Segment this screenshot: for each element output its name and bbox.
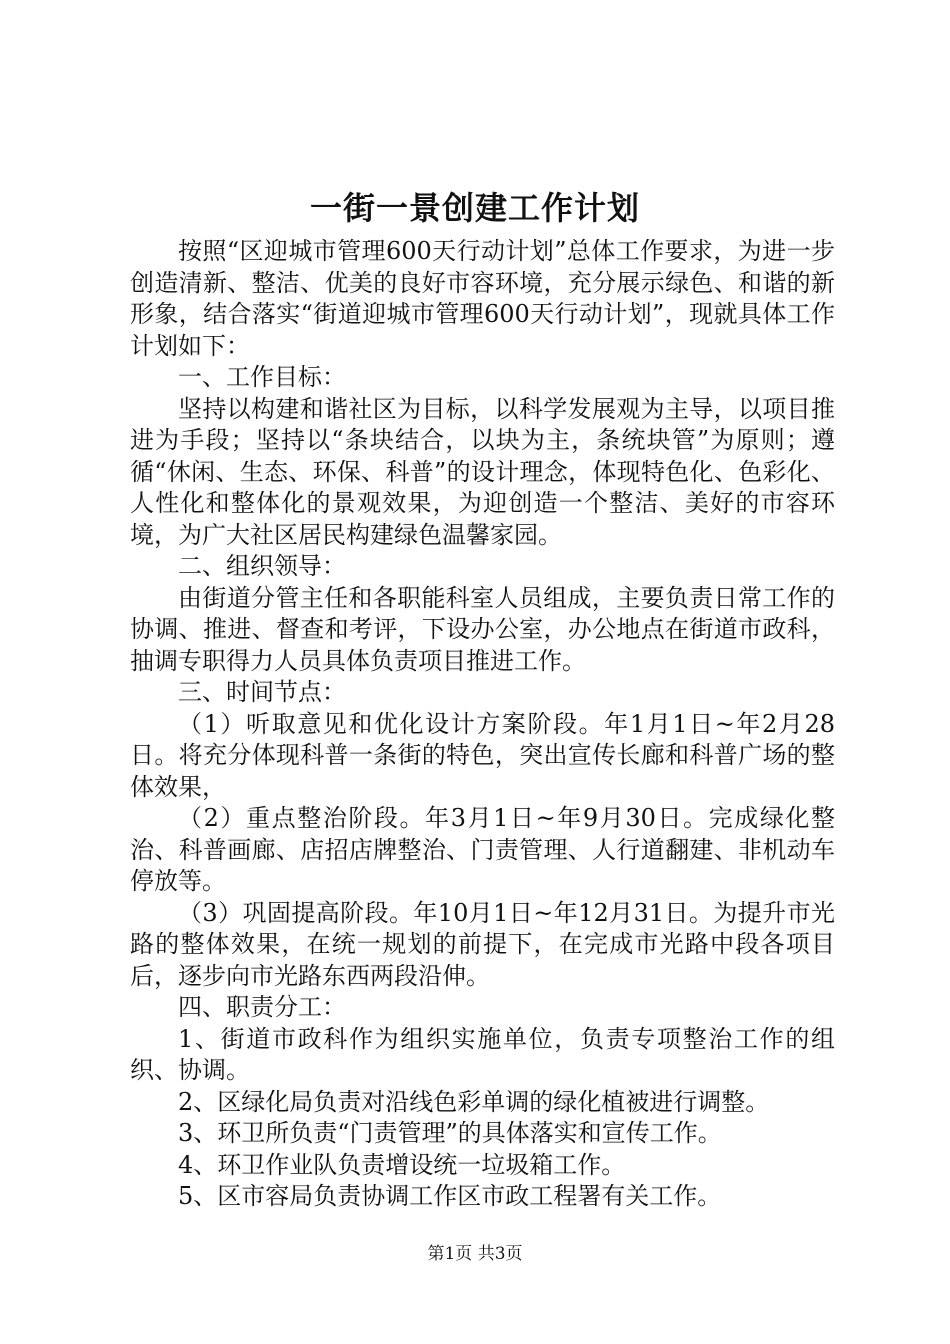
responsibility-item-3: 3、环卫所负责“门责管理”的具体落实和宣传工作。 (178, 1119, 722, 1147)
organization-paragraph: 由街道分管主任和各职能科室人员组成，主要负责日常工作的协调、推进、督查和考评，下设办公室，办公地点在街道市政科，抽调专职得力人员具体负责项目推进工作。 (130, 583, 835, 675)
page-number-footer: 第1页 共3页 (427, 1244, 523, 1264)
section-heading-responsibilities: 四、职责分工： (178, 993, 346, 1021)
document-title: 一街一景创建工作计划 (309, 189, 640, 227)
section-heading-goals: 一、工作目标： (178, 363, 346, 391)
responsibility-item-2: 2、区绿化局负责对沿线色彩单调的绿化植被进行调整。 (178, 1087, 770, 1116)
section-heading-organization: 二、组织领导： (178, 552, 346, 580)
timeline-item-1: （1）听取意见和优化设计方案阶段。年1月1日~年2月28日。将充分体现科普一条街的特色，突出宣传长廊和科普广场的整体效果， (130, 709, 835, 801)
intro-paragraph: 按照“区迎城市管理600天行动计划”总体工作要求，为进一步创造清新、整洁、优美的良好市容环境，充分展示绿色、和谐的新形象，结合落实“街道迎城市管理600天行动计划”，现就具体工作计划如下： (130, 237, 835, 360)
timeline-item-2: （2）重点整治阶段。年3月1日~年9月30日。完成绿化整治、科普画廊、店招店牌整治、门责管理、人行道翻建、非机动车停放等。 (130, 804, 835, 895)
document-body (130, 236, 835, 1213)
goals-paragraph: 坚持以构建和谐社区为目标，以科学发展观为主导，以项目推进为手段；坚持以“条块结合，以块为主，条统块管”为原则；遵循“休闲、生态、环保、科普”的设计理念，体现特色化、色彩化、人性化和整体化的景观效果，为迎创造一个整洁、美好的市容环境，为广大社区居民构建绿色温馨家园。 (130, 394, 835, 549)
responsibility-item-4: 4、环卫作业队负责增设统一垃圾箱工作。 (178, 1150, 626, 1179)
section-heading-timeline: 三、时间节点： (178, 678, 346, 706)
timeline-item-3: （3）巩固提高阶段。年10月1日~年12月31日。为提升市光路的整体效果，在统一规划的前提下，在完成市光路中段各项目后，逐步向市光路东西两段沿伸。 (130, 898, 835, 990)
responsibility-item-1: 1、街道市政科作为组织实施单位，负责专项整治工作的组织、协调。 (130, 1024, 835, 1084)
responsibility-item-5: 5、区市容局负责协调工作区市政工程署有关工作。 (178, 1182, 722, 1210)
